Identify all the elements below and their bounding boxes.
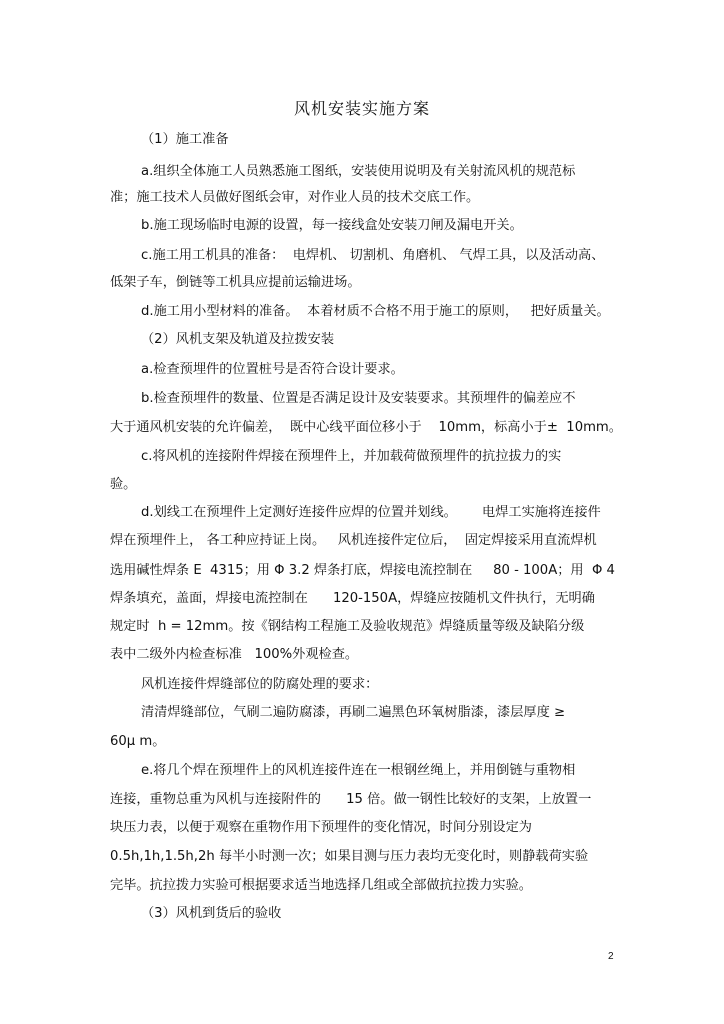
text-line: 风机连接件焊缝部位的防腐处理的要求： <box>141 677 379 692</box>
page-title: 风机安装实施方案 <box>293 99 430 118</box>
text-line: 规定时 h = 12mm。按《钢结构工程施工及验收规范》焊缝质量等级及缺陷分级 <box>110 619 585 634</box>
text-line: a.组织全体施工人员熟悉施工图纸，安装使用说明及有关射流风机的规范标 <box>141 164 576 179</box>
text-line: d.划线工在预埋件上定测好连接件应焊的位置并划线。 电焊工实施将连接件 <box>141 505 601 520</box>
text-line: b.施工现场临时电源的设置，每一接线盒处安装刀闸及漏电开关。 <box>141 218 523 233</box>
text-line: 焊条填充，盖面，焊接电流控制在 120-150A，焊缝应按随机文件执行，无明确 <box>110 591 595 606</box>
text-line: c.施工用工机具的准备： 电焊机、 切割机、角磨机、 气焊工具，以及活动高、 <box>141 248 605 263</box>
text-line: 0.5h,1h,1.5h,2h 每半小时测一次；如果目测与压力表均无变化时，则静载荷实验 <box>110 849 589 864</box>
text-line: e.将几个焊在预埋件上的风机连接件连在一根钢丝绳上，并用倒链与重物相 <box>141 763 576 778</box>
text-line: 块压力表，以便于观察在重物作用下预埋件的变化情况，时间分别设定为 <box>110 820 532 835</box>
text-line: （3）风机到货后的验收 <box>141 906 282 921</box>
text-line: 验。 <box>110 477 137 492</box>
text-line: 大于通风机安装的允许偏差， 既中心线平面位移小于 10mm，标高小于± 10mm。 <box>110 420 622 435</box>
text-line: 连接，重物总重为风机与连接附件的 15 倍。做一钢性比较好的支架，上放置一 <box>110 792 592 807</box>
text-line: a.检查预埋件的位置桩号是否符合设计要求。 <box>141 362 404 377</box>
text-line: （2）风机支架及轨道及拉拨安装 <box>141 332 335 347</box>
text-line: d.施工用小型材料的准备。 本着材质不合格不用于施工的原则， 把好质量关。 <box>141 304 610 319</box>
text-line: 表中二级外内检查标准 100%外观检查。 <box>110 647 359 662</box>
text-line: （1）施工准备 <box>141 132 229 147</box>
text-line: c.将风机的连接附件焊接在预埋件上，并加载荷做预埋件的抗拉拔力的实 <box>141 449 562 464</box>
text-line: b.检查预埋件的数量、位置是否满足设计及安装要求。其预埋件的偏差应不 <box>141 391 576 406</box>
text-line: 低架子车，倒链等工机具应提前运输进场。 <box>110 275 361 290</box>
page-number: 2 <box>608 951 614 962</box>
text-line: 清清焊缝部位，气刷二遍防腐漆，再刷二遍黑色环氧树脂漆，漆层厚度 ≥ <box>141 705 566 720</box>
text-line: 完毕。抗拉拨力实验可根据要求适当地选择几组或全部做抗拉拨力实验。 <box>110 878 532 893</box>
text-line: 选用碱性焊条 E 4315；用 Φ 3.2 焊条打底，焊接电流控制在 80 - 100A；用 Φ 4 <box>110 563 615 578</box>
text-line: 60μ m。 <box>110 734 166 749</box>
text-line: 焊在预埋件上， 各工种应持证上岗。 风机连接件定位后， 固定焊接采用直流焊机 <box>110 533 597 548</box>
text-line: 准；施工技术人员做好图纸会审，对作业人员的技术交底工作。 <box>110 190 480 205</box>
